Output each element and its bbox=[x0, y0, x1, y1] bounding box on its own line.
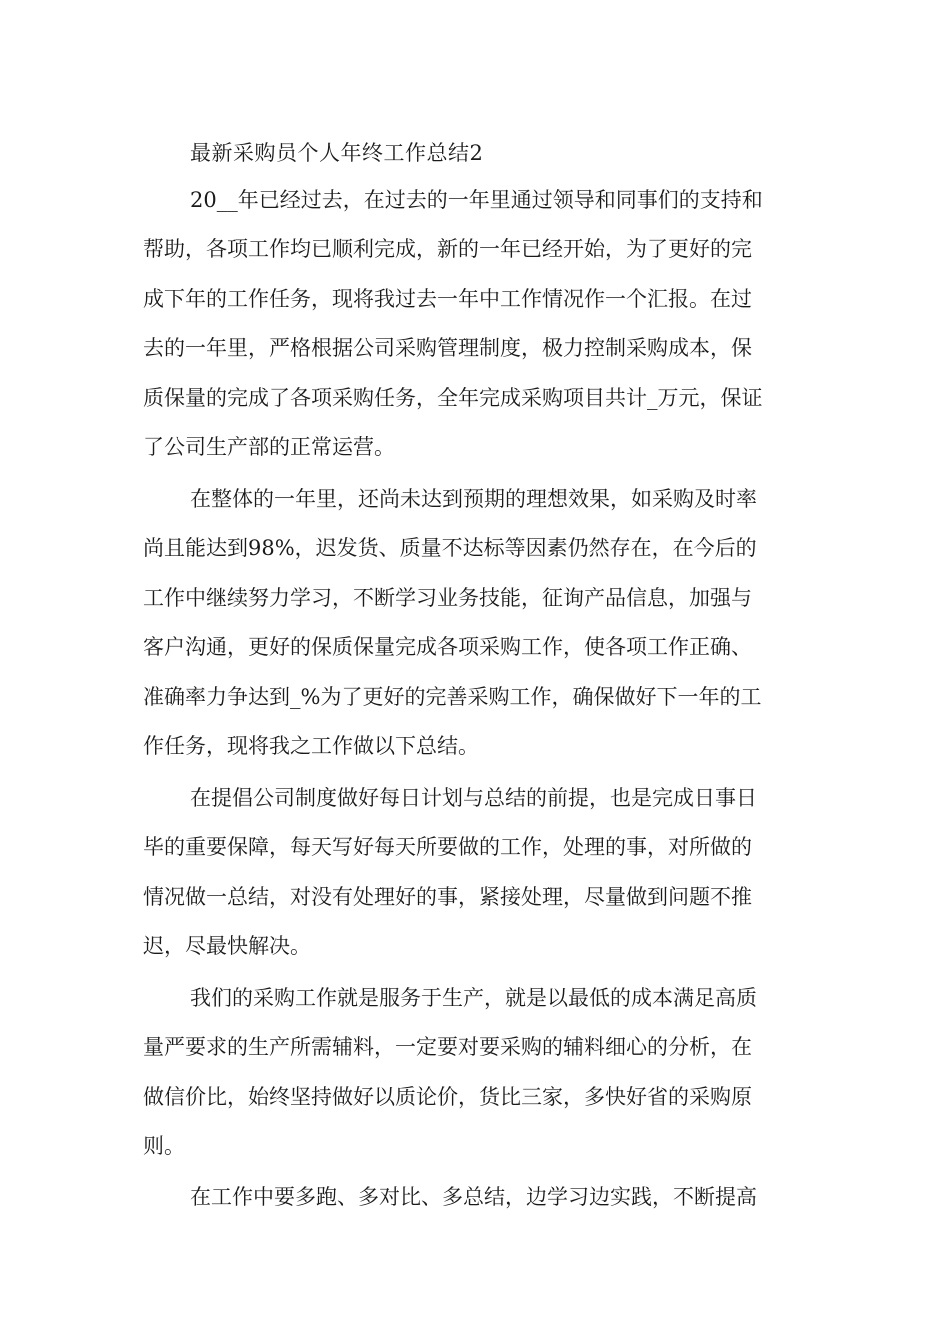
paragraph-1-line-5: 质保量的完成了各项采购任务，全年完成采购项目共计_万元，保证 bbox=[143, 386, 763, 410]
paragraph-4-line-2: 量严要求的生产所需辅料，一定要对要采购的辅料细心的分析，在 bbox=[143, 1035, 752, 1059]
paragraph-4-line-1: 我们的采购工作就是服务于生产，就是以最低的成本满足高质 bbox=[190, 986, 757, 1010]
paragraph-1-line-4: 去的一年里，严格根据公司采购管理制度，极力控制采购成本，保 bbox=[143, 336, 752, 360]
paragraph-2-line-4: 客户沟通，更好的保质保量完成各项采购工作，使各项工作正确、 bbox=[143, 635, 752, 659]
document-title: 最新采购员个人年终工作总结2 bbox=[190, 141, 484, 165]
paragraph-4-line-4: 则。 bbox=[143, 1134, 185, 1158]
paragraph-2-line-2: 尚且能达到98%，迟发货、质量不达标等因素仍然存在，在今后的 bbox=[143, 536, 757, 560]
paragraph-3-line-4: 迟，尽最快解决。 bbox=[143, 934, 311, 958]
paragraph-4-line-3: 做信价比，始终坚持做好以质论价，货比三家，多快好省的采购原 bbox=[143, 1085, 752, 1109]
paragraph-1-line-1: 20__年已经过去，在过去的一年里通过领导和同事们的支持和 bbox=[190, 188, 763, 212]
paragraph-1-line-3: 成下年的工作任务，现将我过去一年中工作情况作一个汇报。在过 bbox=[143, 287, 752, 311]
paragraph-2-line-6: 作任务，现将我之工作做以下总结。 bbox=[143, 734, 479, 758]
paragraph-1-line-2: 帮助，各项工作均已顺利完成，新的一年已经开始，为了更好的完 bbox=[143, 237, 752, 261]
paragraph-5-line-1: 在工作中要多跑、多对比、多总结，边学习边实践，不断提高 bbox=[190, 1185, 757, 1209]
paragraph-3-line-3: 情况做一总结，对没有处理好的事，紧接处理，尽量做到问题不推 bbox=[143, 885, 752, 909]
paragraph-3-line-1: 在提倡公司制度做好每日计划与总结的前提，也是完成日事日 bbox=[190, 786, 757, 810]
paragraph-1-line-6: 了公司生产部的正常运营。 bbox=[143, 435, 395, 459]
paragraph-3-line-2: 毕的重要保障，每天写好每天所要做的工作，处理的事，对所做的 bbox=[143, 835, 752, 859]
paragraph-2-line-5: 准确率力争达到_%为了更好的完善采购工作，确保做好下一年的工 bbox=[143, 685, 762, 709]
paragraph-2-line-1: 在整体的一年里，还尚未达到预期的理想效果，如采购及时率 bbox=[190, 487, 757, 511]
paragraph-2-line-3: 工作中继续努力学习，不断学习业务技能，征询产品信息，加强与 bbox=[143, 586, 752, 610]
